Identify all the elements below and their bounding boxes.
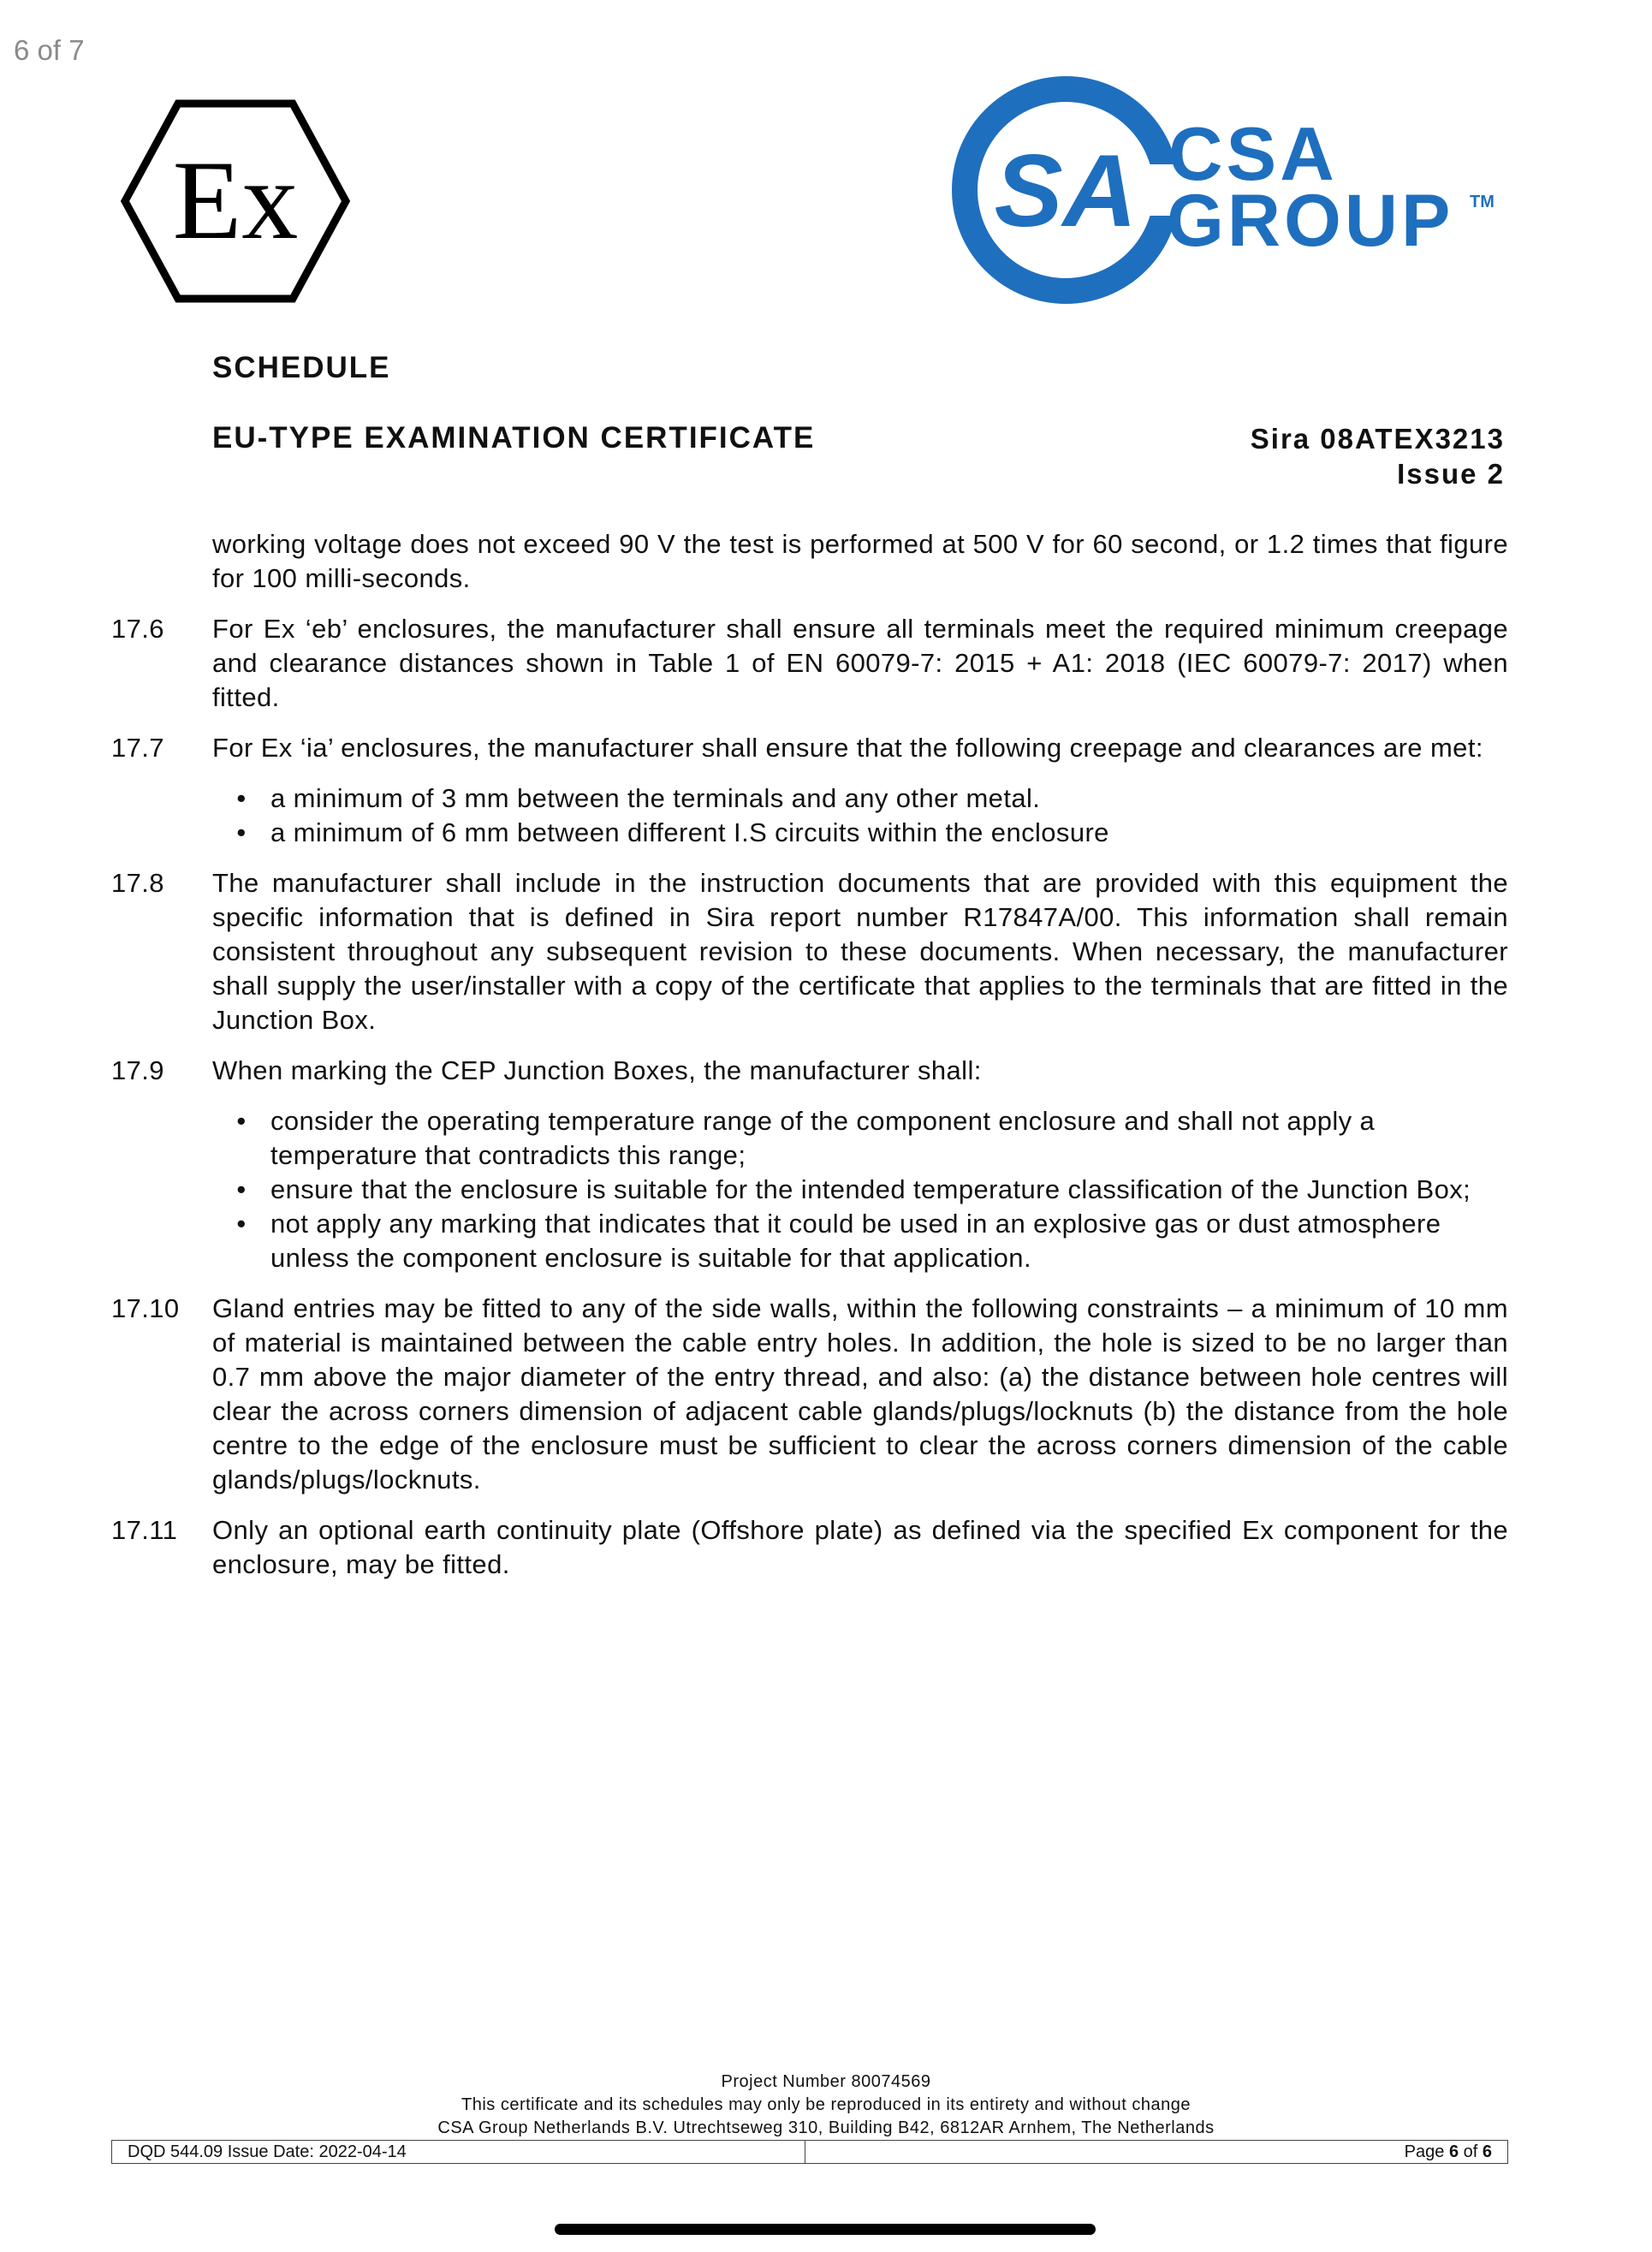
continuation-text: working voltage does not exceed 90 V the test is performed at 500 V for 60 second, or 1.2 times that figure for 100 milli-seconds. — [212, 529, 1508, 593]
condition-number: 17.9 — [111, 1055, 164, 1085]
csa-wordmark-line2: GROUP — [1167, 180, 1454, 262]
ex-mark-text: Ex — [172, 137, 299, 263]
reproduction-note: This certificate and its schedules may only be reproduced in its entirety and without change — [461, 2095, 1191, 2114]
csa-group-logo — [946, 70, 1511, 306]
page-count: Page 6 of 6 — [1404, 2142, 1492, 2161]
condition-number: 17.11 — [111, 1515, 178, 1545]
certificate-issue: Issue 2 — [1397, 458, 1505, 490]
page-indicator: 6 of 7 — [14, 34, 85, 66]
home-indicator-bar[interactable] — [555, 2224, 1096, 2235]
bullet-item: • not apply any marking that indicates that it could be used in an explosive gas or dust atmosphere unless the component enclosure is suitable for that application. — [212, 1207, 1508, 1275]
csa-wordmark-line1: CSA — [1168, 111, 1338, 196]
condition-17-7-bullets — [212, 781, 1508, 850]
bullet-item: • ensure that the enclosure is suitable for the intended temperature classification of the Junction Box; — [212, 1173, 1508, 1207]
certificate-reference — [1251, 421, 1505, 491]
condition-17-10 — [111, 1292, 1508, 1497]
csa-trademark: TM — [1470, 193, 1495, 211]
condition-17-11 — [111, 1513, 1508, 1582]
condition-number: 17.10 — [111, 1293, 180, 1323]
certificate-title: EU-TYPE EXAMINATION CERTIFICATE — [212, 421, 816, 455]
bullet-icon: • — [236, 1106, 247, 1136]
condition-number: 17.7 — [111, 733, 164, 763]
condition-number: 17.6 — [111, 614, 164, 644]
condition-text: The manufacturer shall include in the instruction documents that are provided with this equipment the specific information that is defined in Sira report number R17847A/00. This information shall remain consistent throughout any subsequent revision to these documents. When necessary, the manufacturer shall supply the user/installer with a copy of the certificate that applies to the terminals that are fitted in the Junction Box. — [212, 868, 1508, 1035]
bullet-icon: • — [236, 817, 247, 847]
condition-text: For Ex ‘ia’ enclosures, the manufacturer shall ensure that the following creepage and clearances are met: — [212, 733, 1483, 763]
bullet-item: • consider the operating temperature range of the component enclosure and shall not apply a temperature that contradicts this range; — [212, 1104, 1508, 1173]
bullet-item: • a minimum of 3 mm between the terminals and any other metal. — [212, 781, 1508, 816]
condition-17-6 — [111, 612, 1508, 715]
schedule-heading: SCHEDULE — [212, 351, 391, 384]
condition-text: Only an optional earth continuity plate (Offshore plate) as defined via the specified Ex component for the enclosure, may be fitted. — [212, 1515, 1508, 1579]
certificate-number: Sira 08ATEX3213 — [1250, 423, 1505, 455]
condition-17-9-bullets — [212, 1104, 1508, 1275]
condition-text: For Ex ‘eb’ enclosures, the manufacturer shall ensure all terminals meet the required minimum creepage and clearance distances shown in Table 1 of EN 60079-7: 2015 + A1: 2018 (IEC 60079-7: 2017) when fitted. — [212, 614, 1508, 712]
condition-17-7 — [111, 731, 1508, 765]
certificate-footer — [0, 2071, 1652, 2140]
condition-17-8 — [111, 866, 1508, 1037]
bullet-icon: • — [236, 1174, 247, 1204]
condition-number: 17.8 — [111, 868, 164, 898]
footer-reference-box — [111, 2140, 1508, 2164]
condition-text: When marking the CEP Junction Boxes, the manufacturer shall: — [212, 1055, 982, 1085]
document-reference: DQD 544.09 Issue Date: 2022-04-14 — [112, 2141, 805, 2163]
ex-hazard-logo — [120, 98, 351, 304]
bullet-icon: • — [236, 783, 247, 813]
condition-text: Gland entries may be fitted to any of the side walls, within the following constraints – a minimum of 10 mm of material is maintained between the cable entry holes. In addition, the hole is sized to be no larger than 0.7 mm above the major diameter of the entry thread, and also: (a) the distance between hole centres will clear the across corners dimension of adjacent cable glands/plugs/locknuts (b) the distance from the hole centre to the edge of the enclosure must be sufficient to clear the across corners dimension of the cable glands/plugs/locknuts. — [212, 1293, 1508, 1494]
conditions-body — [111, 527, 1508, 1598]
csa-emblem-text: SA — [994, 134, 1138, 248]
condition-17-9 — [111, 1054, 1508, 1088]
bullet-item: • a minimum of 6 mm between different I.S circuits within the enclosure — [212, 816, 1508, 850]
company-address: CSA Group Netherlands B.V. Utrechtseweg 310, Building B42, 6812AR Arnhem, The Netherlands — [437, 2118, 1215, 2137]
bullet-icon: • — [236, 1209, 247, 1239]
project-number: Project Number 80074569 — [721, 2072, 931, 2091]
